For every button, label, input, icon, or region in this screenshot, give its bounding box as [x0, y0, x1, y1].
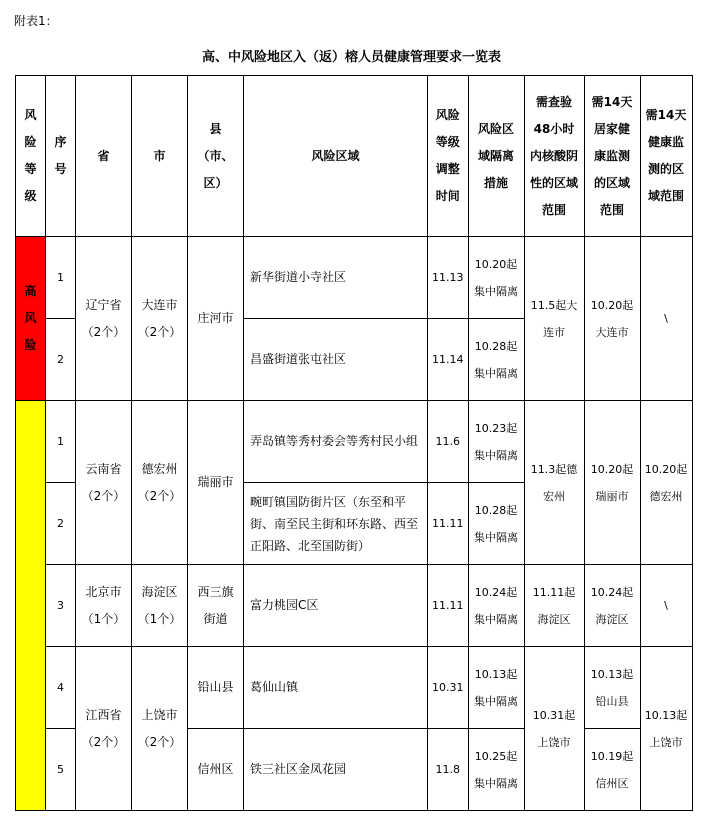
header-measure: 风险区域隔离措施 [468, 76, 524, 237]
table-row [16, 401, 693, 483]
time-cell: 11.11 [428, 565, 469, 647]
time-cell: 10.31 [428, 647, 469, 729]
header-county: 县（市、区） [188, 76, 244, 237]
measure-cell: 10.20起集中隔离 [468, 237, 524, 319]
table-row [16, 237, 693, 319]
area-cell: 畹町镇国防街片区（东至和平街、南至民主街和环东路、西至正阳路、北至国防街） [244, 483, 428, 565]
home-monitor-cell: 10.20起大连市 [584, 237, 640, 401]
header-province: 省 [76, 76, 132, 237]
city-cell: 大连市（2个） [132, 237, 188, 401]
measure-cell: 10.13起集中隔离 [468, 647, 524, 729]
province-cell: 江西省（2个） [76, 647, 132, 811]
health-monitor-cell: 10.20起德宏州 [640, 401, 692, 565]
appendix-note: 附表1： [14, 14, 58, 28]
nucleic-cell: 11.11起海淀区 [524, 565, 584, 647]
county-cell: 信州区 [188, 729, 244, 811]
home-monitor-cell: 10.13起铅山县 [584, 647, 640, 729]
health-monitor-cell: 10.13起上饶市 [640, 647, 692, 811]
area-cell: 铁三社区金凤花园 [244, 729, 428, 811]
city-cell: 上饶市（2个） [132, 647, 188, 811]
level-mid-cell [16, 401, 46, 811]
header-no: 序号 [46, 76, 76, 237]
header-home-monitor: 需14天居家健康监测的区域范围 [584, 76, 640, 237]
home-monitor-cell: 10.19起信州区 [584, 729, 640, 811]
area-cell: 葛仙山镇 [244, 647, 428, 729]
row-no: 2 [46, 319, 76, 401]
risk-area-table [15, 75, 693, 811]
row-no: 3 [46, 565, 76, 647]
header-row [16, 76, 693, 237]
table-title: 高、中风险地区入（返）榕人员健康管理要求一览表 [201, 50, 501, 65]
home-monitor-cell: 10.24起海淀区 [584, 565, 640, 647]
time-cell: 11.13 [428, 237, 469, 319]
row-no: 1 [46, 401, 76, 483]
row-no: 1 [46, 237, 76, 319]
header-nucleic: 需查验48小时内核酸阴性的区域范围 [524, 76, 584, 237]
table-row [16, 565, 693, 647]
city-cell: 德宏州（2个） [132, 401, 188, 565]
header-city: 市 [132, 76, 188, 237]
province-cell: 北京市（1个） [76, 565, 132, 647]
health-monitor-cell: \ [640, 565, 692, 647]
time-cell: 11.6 [428, 401, 469, 483]
county-cell: 庄河市 [188, 237, 244, 401]
county-cell: 铅山县 [188, 647, 244, 729]
city-cell: 海淀区（1个） [132, 565, 188, 647]
measure-cell: 10.28起集中隔离 [468, 483, 524, 565]
header-area: 风险区域 [244, 76, 428, 237]
health-monitor-cell: \ [640, 237, 692, 401]
province-cell: 辽宁省（2个） [76, 237, 132, 401]
measure-cell: 10.28起集中隔离 [468, 319, 524, 401]
time-cell: 11.11 [428, 483, 469, 565]
time-cell: 11.14 [428, 319, 469, 401]
time-cell: 11.8 [428, 729, 469, 811]
area-cell: 弄岛镇等秀村委会等秀村民小组 [244, 401, 428, 483]
row-no: 4 [46, 647, 76, 729]
measure-cell: 10.24起集中隔离 [468, 565, 524, 647]
measure-cell: 10.25起集中隔离 [468, 729, 524, 811]
nucleic-cell: 11.5起大连市 [524, 237, 584, 401]
level-high-cell: 高风险 [16, 237, 46, 401]
nucleic-cell: 10.31起上饶市 [524, 647, 584, 811]
header-adjust-time: 风险等级调整时间 [428, 76, 469, 237]
row-no: 2 [46, 483, 76, 565]
county-cell: 瑞丽市 [188, 401, 244, 565]
measure-cell: 10.23起集中隔离 [468, 401, 524, 483]
table-row [16, 647, 693, 729]
header-health-monitor: 需14天健康监测的区域范围 [640, 76, 692, 237]
area-cell: 新华街道小寺社区 [244, 237, 428, 319]
province-cell: 云南省（2个） [76, 401, 132, 565]
row-no: 5 [46, 729, 76, 811]
area-cell: 昌盛街道张屯社区 [244, 319, 428, 401]
home-monitor-cell: 10.20起瑞丽市 [584, 401, 640, 565]
county-cell: 西三旗街道 [188, 565, 244, 647]
area-cell: 富力桃园C区 [244, 565, 428, 647]
header-level: 风险等级 [16, 76, 46, 237]
nucleic-cell: 11.3起德宏州 [524, 401, 584, 565]
